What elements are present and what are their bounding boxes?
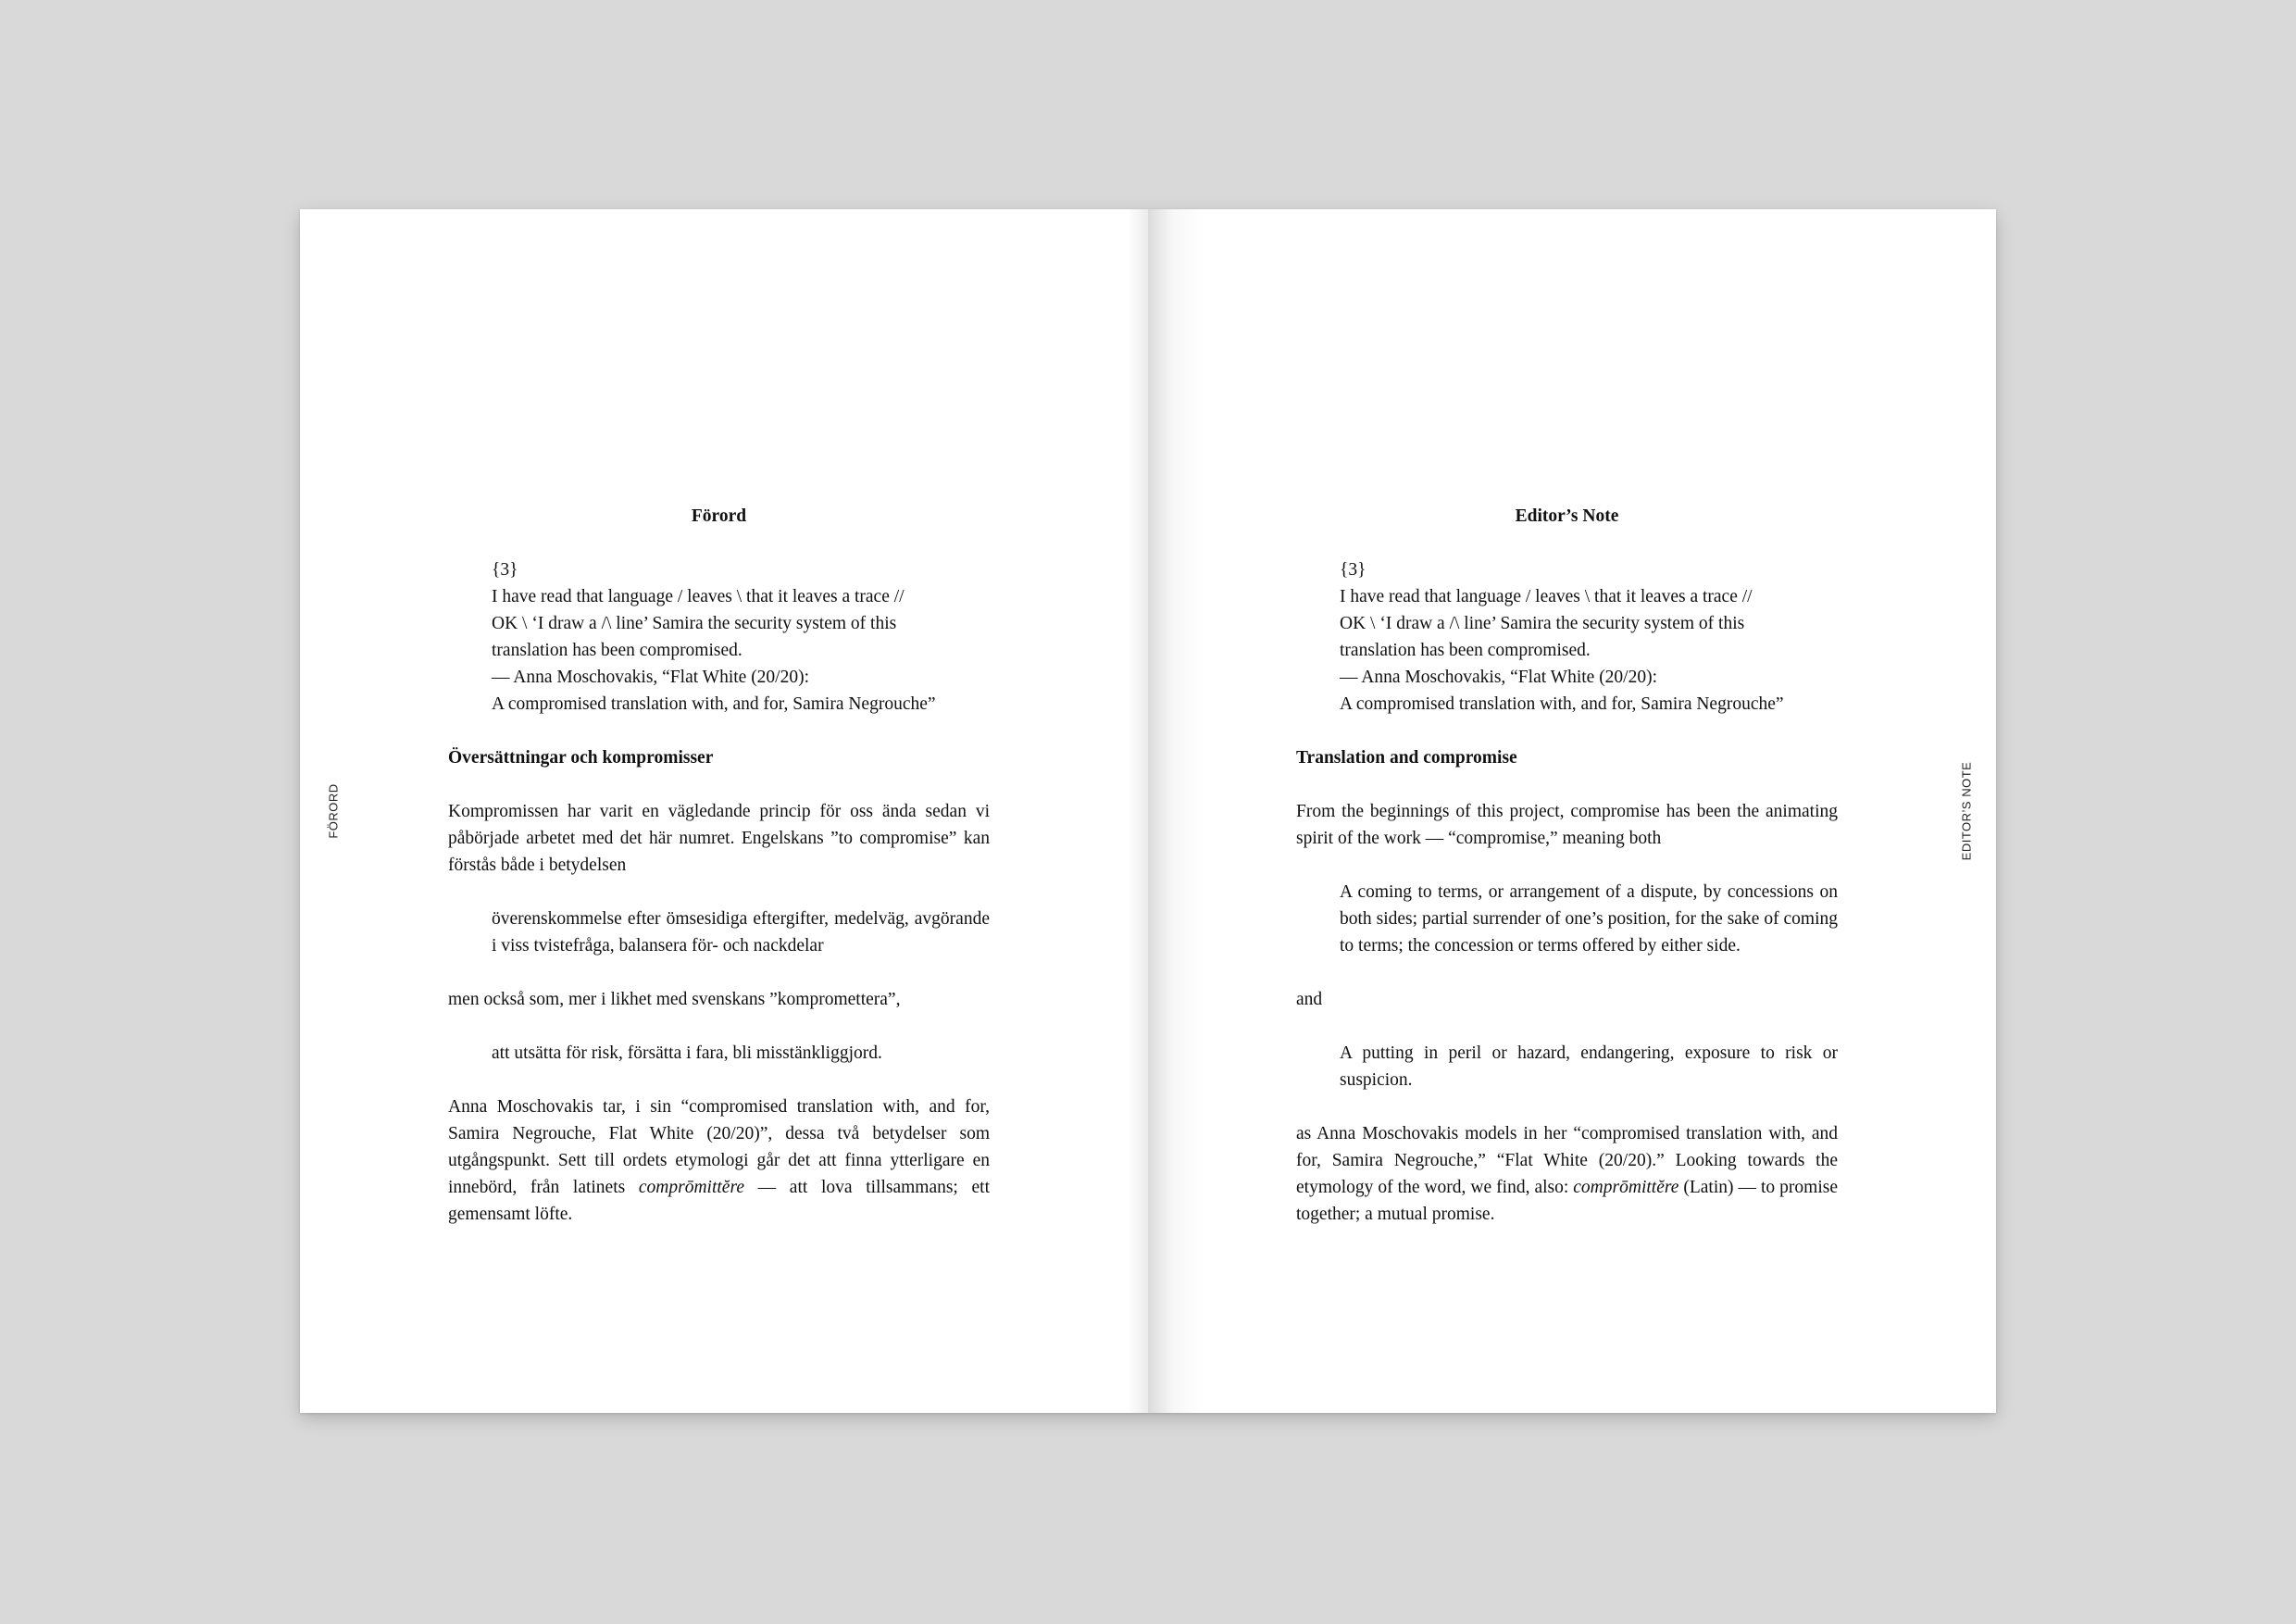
epigraph-line: I have read that language / leaves \ that it leaves a trace // (1340, 587, 1753, 606)
epigraph (1340, 556, 1838, 718)
block-quote: A coming to terms, or arrangement of a dispute, by concessions on both sides; partial surrender of one’s position, for the sake of coming to terms; the concession or terms offered by either side. (1340, 882, 1838, 956)
left-page (300, 209, 1148, 1413)
italic-term: comprōmittĕre (638, 1178, 744, 1197)
book-spread (300, 209, 1996, 1413)
paragraph-text: Anna Moschovakis tar, i sin “compromised translation with, and for, Samira Negrouche, Flat White (20/20)”, dessa två betydelser som utgångspunkt. Sett till ordets etymologi går det att finna ytterligare en innebörd, från latinets (448, 1097, 990, 1197)
epigraph-line: — Anna Moschovakis, “Flat White (20/20): (492, 668, 810, 687)
epigraph-line: translation has been compromised. (492, 641, 742, 660)
epigraph-line: — Anna Moschovakis, “Flat White (20/20): (1340, 668, 1658, 687)
body-paragraph: men också som, mer i likhet med svenskans ”kompromettera”, (448, 990, 901, 1009)
paragraph-text: — att lova tillsammans; ett gemensamt löfte. (448, 1178, 991, 1224)
epigraph-line: I have read that language / leaves \ that it leaves a trace // (492, 587, 905, 606)
section-heading: Translation and compromise (1296, 748, 1517, 768)
right-running-label: EDITOR’S NOTE (1959, 761, 1974, 861)
body-paragraph: From the beginnings of this project, compromise has been the animating spirit of the work — “compromise,” meaning both (1296, 802, 1838, 848)
page-title: Editor’s Note (1515, 506, 1619, 526)
body-paragraph (448, 1093, 990, 1228)
body-paragraph (1296, 1120, 1838, 1228)
block-quote: A putting in peril or hazard, endangering, exposure to risk or suspicion. (1340, 1043, 1838, 1090)
paragraph-text: (Latin) — to promise together; a mutual promise. (1296, 1178, 1838, 1224)
epigraph-line: OK \ ‘I draw a /\ line’ Samira the security system of this (1340, 614, 1745, 633)
right-page (1148, 209, 1996, 1413)
paragraph-text: as Anna Moschovakis models in her “compromised translation with, and for, Samira Negrouche,” “Flat White (20/20).” Looking towards the etymology of the word, we find, also: (1296, 1124, 1838, 1197)
body-paragraph: and (1296, 990, 1323, 1009)
epigraph-line: OK \ ‘I draw a /\ line’ Samira the security system of this (492, 614, 897, 633)
epigraph-line: A compromised translation with, and for, Samira Negrouche” (492, 694, 936, 714)
epigraph-line: A compromised translation with, and for, Samira Negrouche” (1340, 694, 1784, 714)
block-quote: att utsätta för risk, försätta i fara, bli misstänkliggjord. (492, 1043, 882, 1063)
block-quote: överenskommelse efter ömsesidiga eftergifter, medelväg, avgörande i viss tvistefråga, balansera för- och nackdelar (492, 909, 990, 956)
epigraph-line: translation has been compromised. (1340, 641, 1591, 660)
right-page-content (1296, 503, 1838, 1255)
body-paragraph: Kompromissen har varit en vägledande princip för oss ända sedan vi påbörjade arbetet med det här numret. Engelskans ”to compromise” kan förstås både i betydelsen (448, 802, 990, 875)
section-heading: Översättningar och kompromisser (448, 748, 714, 768)
italic-term: comprōmittĕre (1573, 1178, 1679, 1197)
epigraph-line: {3} (1340, 560, 1366, 580)
page-title: Förord (691, 506, 747, 526)
left-page-content (448, 503, 990, 1255)
left-running-label: FÖRORD (326, 783, 341, 839)
epigraph-line: {3} (492, 560, 518, 580)
epigraph (492, 556, 990, 718)
